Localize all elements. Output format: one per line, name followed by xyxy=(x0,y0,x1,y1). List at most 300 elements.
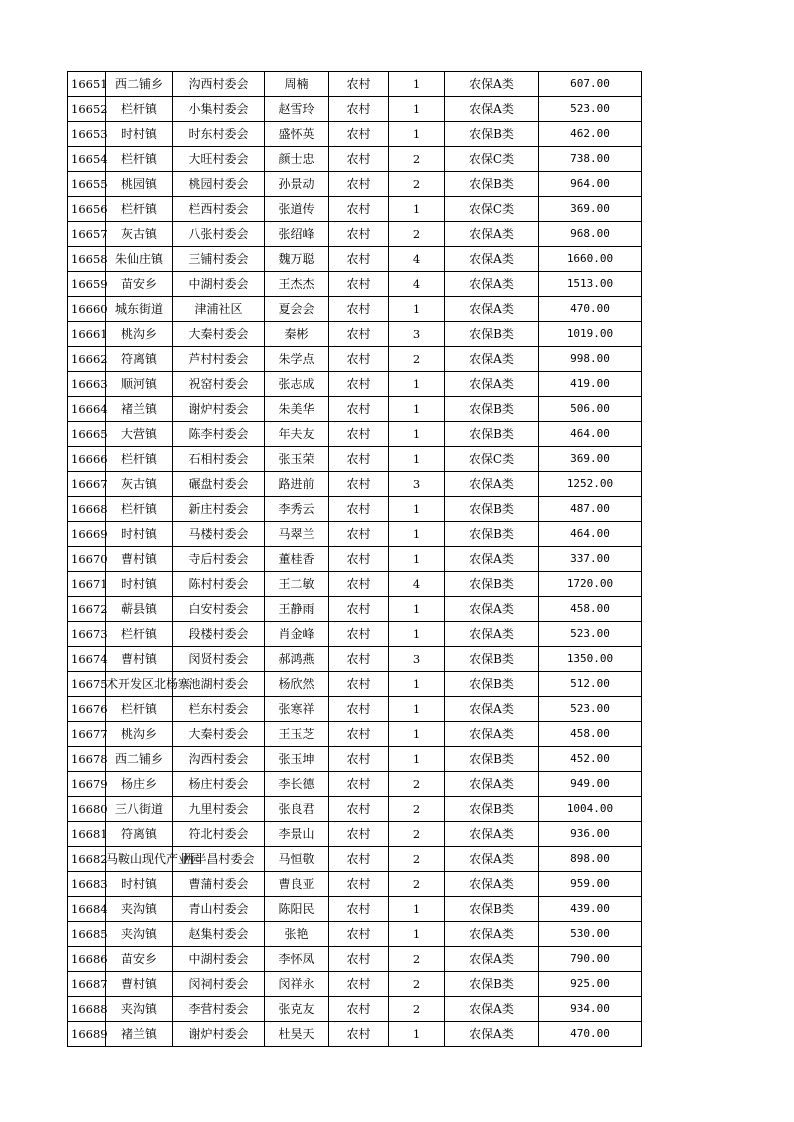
record-id-cell: 16655 xyxy=(68,172,106,197)
insurance-category-cell: 农保A类 xyxy=(445,72,539,97)
insurance-category-cell: 农保C类 xyxy=(445,147,539,172)
amount-cell: 523.00 xyxy=(539,97,642,122)
person-name-cell: 董桂香 xyxy=(265,547,329,572)
amount-cell: 959.00 xyxy=(539,872,642,897)
insurance-category-cell: 农保A类 xyxy=(445,547,539,572)
person-name-cell: 王静雨 xyxy=(265,597,329,622)
household-size-cell: 1 xyxy=(389,722,445,747)
household-size-cell: 1 xyxy=(389,747,445,772)
household-size-cell: 2 xyxy=(389,997,445,1022)
insurance-category-cell: 农保B类 xyxy=(445,972,539,997)
record-id-cell: 16657 xyxy=(68,222,106,247)
insurance-category-cell: 农保B类 xyxy=(445,172,539,197)
person-name-cell: 马翠兰 xyxy=(265,522,329,547)
amount-cell: 790.00 xyxy=(539,947,642,972)
household-size-cell: 1 xyxy=(389,597,445,622)
record-id-cell: 16684 xyxy=(68,897,106,922)
township-cell: 符离镇 xyxy=(106,822,173,847)
household-size-cell: 1 xyxy=(389,1022,445,1047)
table-row xyxy=(68,622,642,647)
household-size-cell: 2 xyxy=(389,847,445,872)
table-row xyxy=(68,547,642,572)
township-cell: 褚兰镇 xyxy=(106,1022,173,1047)
township-cell: 术开发区北杨寨 xyxy=(106,672,173,697)
table-row xyxy=(68,922,642,947)
person-name-cell: 张道传 xyxy=(265,197,329,222)
record-id-cell: 16667 xyxy=(68,472,106,497)
record-id-cell: 16670 xyxy=(68,547,106,572)
village-committee-cell: 青山村委会 xyxy=(173,897,265,922)
amount-cell: 470.00 xyxy=(539,1022,642,1047)
household-size-cell: 1 xyxy=(389,447,445,472)
household-type-cell: 农村 xyxy=(329,497,389,522)
person-name-cell: 朱美华 xyxy=(265,397,329,422)
household-size-cell: 2 xyxy=(389,172,445,197)
table-row xyxy=(68,372,642,397)
table-row xyxy=(68,322,642,347)
township-cell: 栏杆镇 xyxy=(106,197,173,222)
household-size-cell: 3 xyxy=(389,647,445,672)
household-type-cell: 农村 xyxy=(329,97,389,122)
record-id-cell: 16651 xyxy=(68,72,106,97)
township-cell: 栏杆镇 xyxy=(106,622,173,647)
township-cell: 夹沟镇 xyxy=(106,922,173,947)
record-id-cell: 16674 xyxy=(68,647,106,672)
household-type-cell: 农村 xyxy=(329,122,389,147)
township-cell: 灰古镇 xyxy=(106,222,173,247)
township-cell: 褚兰镇 xyxy=(106,397,173,422)
insurance-category-cell: 农保B类 xyxy=(445,322,539,347)
amount-cell: 1252.00 xyxy=(539,472,642,497)
amount-cell: 439.00 xyxy=(539,897,642,922)
township-cell: 时村镇 xyxy=(106,522,173,547)
village-committee-cell: 陈村村委会 xyxy=(173,572,265,597)
amount-cell: 464.00 xyxy=(539,522,642,547)
table-row xyxy=(68,572,642,597)
insurance-category-cell: 农保A类 xyxy=(445,372,539,397)
village-committee-cell: 谢炉村委会 xyxy=(173,1022,265,1047)
record-id-cell: 16659 xyxy=(68,272,106,297)
household-type-cell: 农村 xyxy=(329,997,389,1022)
township-cell: 杨庄乡 xyxy=(106,772,173,797)
township-cell: 桃沟乡 xyxy=(106,722,173,747)
person-name-cell: 赵雪玲 xyxy=(265,97,329,122)
village-committee-cell: 中湖村委会 xyxy=(173,272,265,297)
township-cell: 苗安乡 xyxy=(106,947,173,972)
person-name-cell: 王二敏 xyxy=(265,572,329,597)
village-committee-cell: 陈李村委会 xyxy=(173,422,265,447)
household-type-cell: 农村 xyxy=(329,672,389,697)
table-row xyxy=(68,122,642,147)
person-name-cell: 杜昊天 xyxy=(265,1022,329,1047)
insurance-category-cell: 农保B类 xyxy=(445,522,539,547)
table-row xyxy=(68,897,642,922)
record-id-cell: 16675 xyxy=(68,672,106,697)
amount-cell: 968.00 xyxy=(539,222,642,247)
township-cell: 大营镇 xyxy=(106,422,173,447)
township-cell: 栏杆镇 xyxy=(106,447,173,472)
table-row xyxy=(68,747,642,772)
household-size-cell: 1 xyxy=(389,372,445,397)
person-name-cell: 李秀云 xyxy=(265,497,329,522)
person-name-cell: 王玉芝 xyxy=(265,722,329,747)
amount-cell: 1004.00 xyxy=(539,797,642,822)
household-type-cell: 农村 xyxy=(329,647,389,672)
record-id-cell: 16671 xyxy=(68,572,106,597)
household-size-cell: 3 xyxy=(389,472,445,497)
village-committee-cell: 小集村委会 xyxy=(173,97,265,122)
insurance-category-cell: 农保B类 xyxy=(445,647,539,672)
household-size-cell: 4 xyxy=(389,572,445,597)
insurance-category-cell: 农保A类 xyxy=(445,222,539,247)
village-committee-cell: 碾盘村委会 xyxy=(173,472,265,497)
table-row xyxy=(68,497,642,522)
household-type-cell: 农村 xyxy=(329,72,389,97)
household-type-cell: 农村 xyxy=(329,822,389,847)
township-cell: 苗安乡 xyxy=(106,272,173,297)
person-name-cell: 王杰杰 xyxy=(265,272,329,297)
person-name-cell: 孙景动 xyxy=(265,172,329,197)
household-size-cell: 2 xyxy=(389,972,445,997)
township-cell: 桃沟乡 xyxy=(106,322,173,347)
amount-cell: 470.00 xyxy=(539,297,642,322)
person-name-cell: 郝鸿燕 xyxy=(265,647,329,672)
amount-cell: 369.00 xyxy=(539,197,642,222)
village-committee-cell: 大旺村委会 xyxy=(173,147,265,172)
person-name-cell: 李长德 xyxy=(265,772,329,797)
household-size-cell: 1 xyxy=(389,122,445,147)
household-size-cell: 1 xyxy=(389,522,445,547)
household-size-cell: 1 xyxy=(389,197,445,222)
village-committee-cell: 白安村委会 xyxy=(173,597,265,622)
insurance-category-cell: 农保A类 xyxy=(445,297,539,322)
township-cell: 栏杆镇 xyxy=(106,697,173,722)
table-row xyxy=(68,347,642,372)
insurance-category-cell: 农保A类 xyxy=(445,772,539,797)
person-name-cell: 路进前 xyxy=(265,472,329,497)
village-committee-cell: 祝窑村委会 xyxy=(173,372,265,397)
amount-cell: 512.00 xyxy=(539,672,642,697)
record-id-cell: 16662 xyxy=(68,347,106,372)
insurance-category-cell: 农保A类 xyxy=(445,722,539,747)
record-id-cell: 16678 xyxy=(68,747,106,772)
amount-cell: 506.00 xyxy=(539,397,642,422)
table-row xyxy=(68,297,642,322)
household-type-cell: 农村 xyxy=(329,597,389,622)
village-committee-cell: 杨庄村委会 xyxy=(173,772,265,797)
amount-cell: 419.00 xyxy=(539,372,642,397)
household-type-cell: 农村 xyxy=(329,697,389,722)
table-row xyxy=(68,822,642,847)
amount-cell: 462.00 xyxy=(539,122,642,147)
table-row xyxy=(68,172,642,197)
village-committee-cell: 段楼村委会 xyxy=(173,622,265,647)
insurance-category-cell: 农保A类 xyxy=(445,472,539,497)
household-size-cell: 1 xyxy=(389,397,445,422)
table-row xyxy=(68,797,642,822)
amount-cell: 1019.00 xyxy=(539,322,642,347)
township-cell: 马鞍山现代产业园 xyxy=(106,847,173,872)
record-id-cell: 16664 xyxy=(68,397,106,422)
person-name-cell: 李怀凤 xyxy=(265,947,329,972)
household-size-cell: 1 xyxy=(389,672,445,697)
village-committee-cell: 大秦村委会 xyxy=(173,322,265,347)
record-id-cell: 16668 xyxy=(68,497,106,522)
township-cell: 桃园镇 xyxy=(106,172,173,197)
household-size-cell: 2 xyxy=(389,772,445,797)
village-committee-cell: 谢炉村委会 xyxy=(173,397,265,422)
household-type-cell: 农村 xyxy=(329,447,389,472)
household-size-cell: 1 xyxy=(389,897,445,922)
person-name-cell: 张志成 xyxy=(265,372,329,397)
insurance-category-cell: 农保A类 xyxy=(445,922,539,947)
township-cell: 朱仙庄镇 xyxy=(106,247,173,272)
person-name-cell: 张良君 xyxy=(265,797,329,822)
household-type-cell: 农村 xyxy=(329,747,389,772)
record-id-cell: 16666 xyxy=(68,447,106,472)
table-row xyxy=(68,97,642,122)
person-name-cell: 张艳 xyxy=(265,922,329,947)
record-id-cell: 16680 xyxy=(68,797,106,822)
household-type-cell: 农村 xyxy=(329,272,389,297)
table-row xyxy=(68,772,642,797)
person-name-cell: 朱学点 xyxy=(265,347,329,372)
household-type-cell: 农村 xyxy=(329,297,389,322)
insurance-category-cell: 农保C类 xyxy=(445,197,539,222)
person-name-cell: 夏会会 xyxy=(265,297,329,322)
township-cell: 夹沟镇 xyxy=(106,897,173,922)
record-id-cell: 16654 xyxy=(68,147,106,172)
household-type-cell: 农村 xyxy=(329,422,389,447)
table-row xyxy=(68,447,642,472)
household-size-cell: 2 xyxy=(389,147,445,172)
table-row xyxy=(68,647,642,672)
household-type-cell: 农村 xyxy=(329,897,389,922)
insurance-category-cell: 农保B类 xyxy=(445,497,539,522)
household-type-cell: 农村 xyxy=(329,547,389,572)
household-size-cell: 2 xyxy=(389,822,445,847)
record-id-cell: 16683 xyxy=(68,872,106,897)
amount-cell: 738.00 xyxy=(539,147,642,172)
household-type-cell: 农村 xyxy=(329,572,389,597)
insurance-category-cell: 农保B类 xyxy=(445,672,539,697)
village-committee-cell: 马楼村委会 xyxy=(173,522,265,547)
record-id-cell: 16660 xyxy=(68,297,106,322)
person-name-cell: 秦彬 xyxy=(265,322,329,347)
household-size-cell: 2 xyxy=(389,797,445,822)
person-name-cell: 陈阳民 xyxy=(265,897,329,922)
person-name-cell: 张玉坤 xyxy=(265,747,329,772)
village-committee-cell: 沟西村委会 xyxy=(173,72,265,97)
insurance-category-cell: 农保B类 xyxy=(445,572,539,597)
amount-cell: 369.00 xyxy=(539,447,642,472)
person-name-cell: 周楠 xyxy=(265,72,329,97)
insurance-category-cell: 农保A类 xyxy=(445,997,539,1022)
household-type-cell: 农村 xyxy=(329,772,389,797)
household-size-cell: 2 xyxy=(389,947,445,972)
record-id-cell: 16673 xyxy=(68,622,106,647)
village-committee-cell: 时东村委会 xyxy=(173,122,265,147)
record-id-cell: 16652 xyxy=(68,97,106,122)
village-committee-cell: 新庄村委会 xyxy=(173,497,265,522)
township-cell: 符离镇 xyxy=(106,347,173,372)
household-size-cell: 1 xyxy=(389,547,445,572)
table-row xyxy=(68,597,642,622)
record-id-cell: 16677 xyxy=(68,722,106,747)
insurance-category-cell: 农保B类 xyxy=(445,122,539,147)
household-size-cell: 1 xyxy=(389,72,445,97)
township-cell: 时村镇 xyxy=(106,872,173,897)
table-row xyxy=(68,197,642,222)
village-committee-cell: 栏东村委会 xyxy=(173,697,265,722)
household-type-cell: 农村 xyxy=(329,172,389,197)
insurance-category-cell: 农保A类 xyxy=(445,847,539,872)
village-committee-cell: 九里村委会 xyxy=(173,797,265,822)
table-row xyxy=(68,272,642,297)
record-id-cell: 16689 xyxy=(68,1022,106,1047)
table-row xyxy=(68,972,642,997)
household-type-cell: 农村 xyxy=(329,397,389,422)
record-id-cell: 16687 xyxy=(68,972,106,997)
township-cell: 西二铺乡 xyxy=(106,747,173,772)
amount-cell: 337.00 xyxy=(539,547,642,572)
household-size-cell: 2 xyxy=(389,222,445,247)
amount-cell: 1513.00 xyxy=(539,272,642,297)
village-committee-cell: 李营村委会 xyxy=(173,997,265,1022)
household-type-cell: 农村 xyxy=(329,872,389,897)
amount-cell: 464.00 xyxy=(539,422,642,447)
village-committee-cell: 三铺村委会 xyxy=(173,247,265,272)
person-name-cell: 肖金峰 xyxy=(265,622,329,647)
household-size-cell: 2 xyxy=(389,347,445,372)
village-committee-cell: 栏西村委会 xyxy=(173,197,265,222)
person-name-cell: 李景山 xyxy=(265,822,329,847)
amount-cell: 458.00 xyxy=(539,597,642,622)
record-id-cell: 16661 xyxy=(68,322,106,347)
table-row xyxy=(68,947,642,972)
household-size-cell: 4 xyxy=(389,247,445,272)
insurance-category-cell: 农保A类 xyxy=(445,697,539,722)
village-committee-cell: 赵集村委会 xyxy=(173,922,265,947)
table-row xyxy=(68,147,642,172)
insurance-category-cell: 农保A类 xyxy=(445,947,539,972)
amount-cell: 530.00 xyxy=(539,922,642,947)
record-id-cell: 16665 xyxy=(68,422,106,447)
household-type-cell: 农村 xyxy=(329,722,389,747)
household-type-cell: 农村 xyxy=(329,472,389,497)
person-name-cell: 盛怀英 xyxy=(265,122,329,147)
township-cell: 栏杆镇 xyxy=(106,147,173,172)
village-committee-cell: 桃园村委会 xyxy=(173,172,265,197)
amount-cell: 523.00 xyxy=(539,697,642,722)
person-name-cell: 张绍峰 xyxy=(265,222,329,247)
person-name-cell: 张寒祥 xyxy=(265,697,329,722)
village-committee-cell: 大秦村委会 xyxy=(173,722,265,747)
table-row xyxy=(68,997,642,1022)
record-id-cell: 16663 xyxy=(68,372,106,397)
table-row xyxy=(68,397,642,422)
table-row xyxy=(68,422,642,447)
record-id-cell: 16672 xyxy=(68,597,106,622)
household-type-cell: 农村 xyxy=(329,972,389,997)
household-type-cell: 农村 xyxy=(329,197,389,222)
village-committee-cell: 符北村委会 xyxy=(173,822,265,847)
village-committee-cell: 中湖村委会 xyxy=(173,947,265,972)
village-committee-cell: 石相村委会 xyxy=(173,447,265,472)
village-committee-cell: 闵祠村委会 xyxy=(173,972,265,997)
household-type-cell: 农村 xyxy=(329,847,389,872)
household-size-cell: 1 xyxy=(389,297,445,322)
amount-cell: 898.00 xyxy=(539,847,642,872)
record-id-cell: 16681 xyxy=(68,822,106,847)
record-id-cell: 16669 xyxy=(68,522,106,547)
record-id-cell: 16688 xyxy=(68,997,106,1022)
township-cell: 蕲县镇 xyxy=(106,597,173,622)
amount-cell: 1720.00 xyxy=(539,572,642,597)
person-name-cell: 张玉荣 xyxy=(265,447,329,472)
township-cell: 栏杆镇 xyxy=(106,97,173,122)
amount-cell: 964.00 xyxy=(539,172,642,197)
person-name-cell: 魏万聪 xyxy=(265,247,329,272)
table-row xyxy=(68,247,642,272)
household-type-cell: 农村 xyxy=(329,322,389,347)
township-cell: 夹沟镇 xyxy=(106,997,173,1022)
household-type-cell: 农村 xyxy=(329,222,389,247)
household-type-cell: 农村 xyxy=(329,522,389,547)
township-cell: 曹村镇 xyxy=(106,972,173,997)
household-size-cell: 1 xyxy=(389,697,445,722)
insurance-category-cell: 农保B类 xyxy=(445,422,539,447)
village-committee-cell: 曹蒲村委会 xyxy=(173,872,265,897)
record-id-cell: 16682 xyxy=(68,847,106,872)
table-body xyxy=(68,72,642,1047)
township-cell: 灰古镇 xyxy=(106,472,173,497)
record-id-cell: 16679 xyxy=(68,772,106,797)
village-committee-cell: 芦村村委会 xyxy=(173,347,265,372)
insurance-category-cell: 农保A类 xyxy=(445,822,539,847)
household-type-cell: 农村 xyxy=(329,947,389,972)
village-committee-cell: 八张村委会 xyxy=(173,222,265,247)
record-id-cell: 16653 xyxy=(68,122,106,147)
village-committee-cell: 两半昌村委会 xyxy=(173,847,265,872)
household-size-cell: 1 xyxy=(389,97,445,122)
insurance-category-cell: 农保B类 xyxy=(445,747,539,772)
household-type-cell: 农村 xyxy=(329,922,389,947)
township-cell: 曹村镇 xyxy=(106,647,173,672)
table-row xyxy=(68,872,642,897)
household-size-cell: 1 xyxy=(389,422,445,447)
township-cell: 栏杆镇 xyxy=(106,497,173,522)
township-cell: 顺河镇 xyxy=(106,372,173,397)
record-id-cell: 16676 xyxy=(68,697,106,722)
insurance-category-cell: 农保A类 xyxy=(445,872,539,897)
table-row xyxy=(68,472,642,497)
person-name-cell: 闵祥永 xyxy=(265,972,329,997)
amount-cell: 934.00 xyxy=(539,997,642,1022)
record-id-cell: 16658 xyxy=(68,247,106,272)
household-type-cell: 农村 xyxy=(329,347,389,372)
insurance-category-cell: 农保A类 xyxy=(445,272,539,297)
table-row xyxy=(68,222,642,247)
insurance-category-cell: 农保C类 xyxy=(445,447,539,472)
data-table xyxy=(67,71,642,1047)
household-size-cell: 3 xyxy=(389,322,445,347)
township-cell: 三八街道 xyxy=(106,797,173,822)
person-name-cell: 杨欣然 xyxy=(265,672,329,697)
township-cell: 西二铺乡 xyxy=(106,72,173,97)
insurance-category-cell: 农保A类 xyxy=(445,247,539,272)
insurance-category-cell: 农保B类 xyxy=(445,897,539,922)
